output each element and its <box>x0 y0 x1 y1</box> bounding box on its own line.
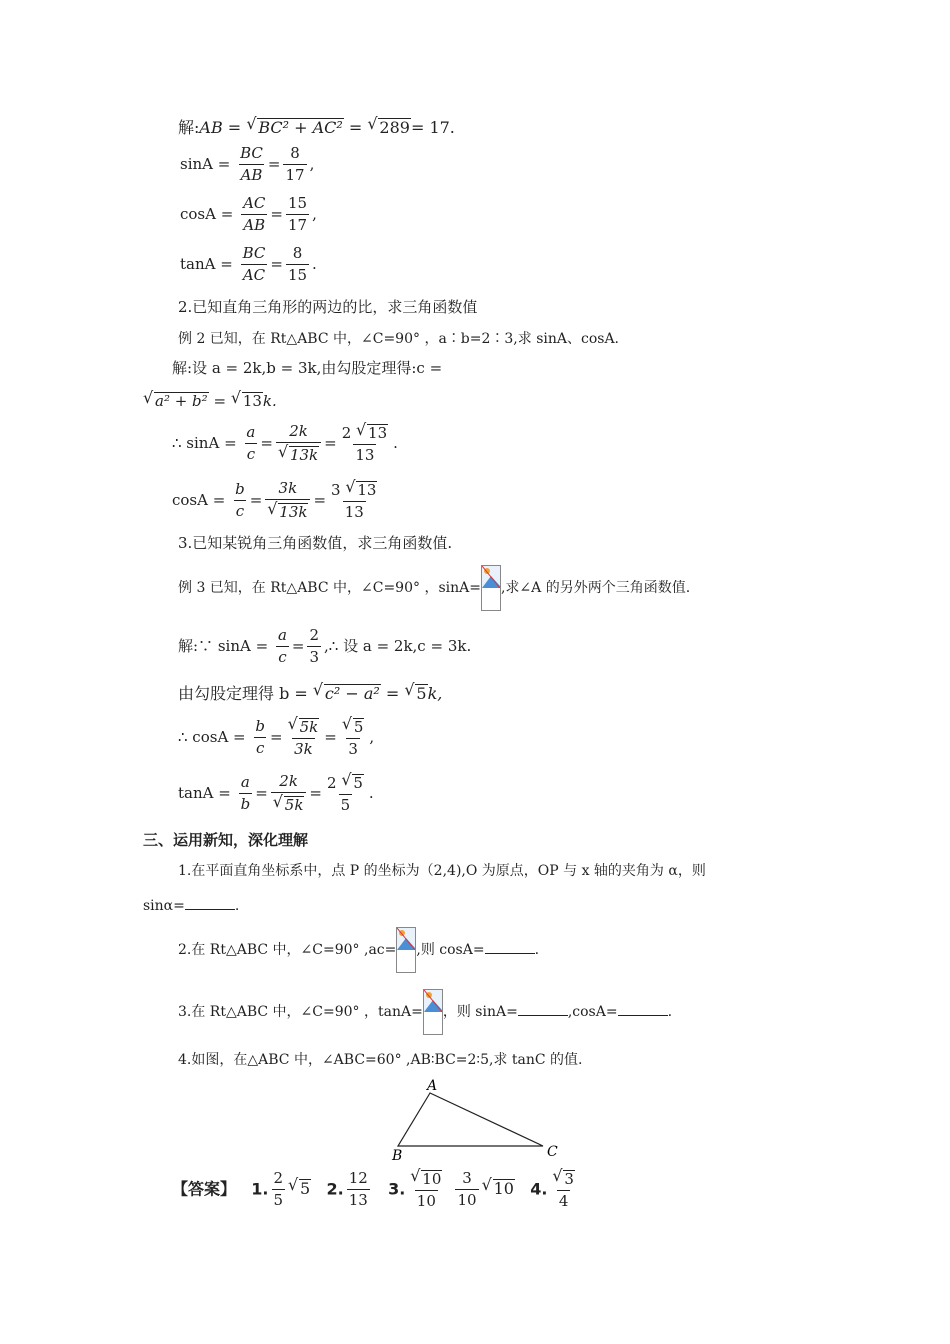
example3-pythagoras: 由勾股定理得 b = √ c² − a² = √ 5k, <box>178 684 442 702</box>
broken-image-icon <box>481 565 501 611</box>
fraction: $\frac{8}{15}$ <box>287 244 308 284</box>
answer-blank[interactable] <box>485 941 535 954</box>
radical-5: √ 5 <box>406 684 427 702</box>
tan-line: tanA = $\frac{BC}{AC}$ = $\frac{8}{15}$ . <box>180 244 317 284</box>
q1-line2: sinα= . <box>143 898 240 914</box>
fraction: $\frac{a}{b}$ <box>240 773 251 813</box>
example2-solution-line2: √ a² + b² = √ 13k. <box>143 392 277 409</box>
example3-tan: tanA = $\frac{a}{b}$ = 2k √ 5k = $\frac{2 √ 5}{5}$ . <box>178 774 374 814</box>
fraction: $\frac{a}{c}$ <box>277 626 287 666</box>
fraction: $\frac{2}{3}$ <box>309 626 320 666</box>
radical: √ c² − a² <box>315 684 381 702</box>
example2-cos: cosA = $\frac{b}{c}$ = 3k √ 13k = $\frac{3 √ 13}{13}$ <box>172 481 382 521</box>
answers-label: 【答案】 <box>172 1179 237 1199</box>
fraction: $\frac{a}{c}$ <box>246 423 256 463</box>
tan-label: tanA = <box>180 254 233 273</box>
fraction: 2k √ 13k <box>276 424 321 464</box>
sin-line: sinA = $\frac{BC}{AB}$ = $\frac{8}{17}$ , <box>180 144 315 184</box>
fraction: $\frac{2 √ 13}{13}$ <box>340 424 390 464</box>
part3-heading: 三、运用新知，深化理解 <box>143 831 309 849</box>
fraction: √ $\frac{10}{10}$ <box>408 1170 444 1210</box>
cos-line: cosA = $\frac{AC}{AB}$ = $\frac{15}{17}$ , <box>180 194 317 234</box>
vertex-c-label: C <box>547 1144 558 1160</box>
broken-image-icon <box>396 927 416 973</box>
example2-solution-line1: 解:设 a = 2k,b = 3k,由勾股定理得:c = <box>172 359 443 377</box>
q4: 4.如图，在△ABC 中，∠ABC=60° ,AB∶BC=2∶5,求 tanC 的值. <box>178 1052 583 1068</box>
q3: 3.在 Rt△ABC 中，∠C=90° ，tanA= ，则 sinA= ,cosA= . <box>178 989 672 1035</box>
fraction: $\frac{12}{13}$ <box>348 1169 368 1209</box>
fraction: $\frac{15}{17}$ <box>287 194 308 234</box>
fraction: $\frac{BC}{AB}$ <box>240 144 263 184</box>
fraction: $\frac{b}{c}$ <box>235 480 245 520</box>
cos-label: cosA = <box>180 204 234 223</box>
fraction: √ $\frac{5}{3}$ <box>340 718 367 758</box>
vertex-a-label: A <box>427 1078 438 1094</box>
ab-expr: AB = <box>199 118 242 137</box>
radical-13: √ 13 <box>233 392 263 409</box>
vertex-b-label: B <box>392 1148 403 1164</box>
triangle-figure <box>385 1076 565 1166</box>
fraction: $\frac{BC}{AC}$ <box>242 244 266 284</box>
fraction: 3k √ 13k <box>265 481 310 521</box>
triangle-abc <box>398 1093 543 1146</box>
answer-blank[interactable] <box>618 1003 668 1016</box>
fraction: √ $\frac{5k}{3k}$ <box>286 718 322 758</box>
example3: 例 3 已知，在 Rt△ABC 中，∠C=90° ，sinA= ,求∠A 的另外两个三角函数值. <box>178 565 690 611</box>
fraction: √ $\frac{3}{4}$ <box>550 1170 577 1210</box>
fraction: $\frac{3}{10}$ <box>457 1169 477 1209</box>
fraction: $\frac{8}{17}$ <box>285 144 305 184</box>
example3-cos: ∴ cosA = $\frac{b}{c}$ = √ $\frac{5k}{3k}$ = √ $\frac{5}{3}$ , <box>178 718 374 758</box>
result: = 17. <box>410 118 455 137</box>
sin-label: sinA = <box>180 154 231 173</box>
q1-line1: 1.在平面直角坐标系中，点 P 的坐标为（2,4),O 为原点，OP 与 x 轴的夹角为 α，则 <box>178 863 706 879</box>
fraction: $\frac{2}{5}$ <box>273 1169 284 1209</box>
radical: √ a² + b² <box>145 392 209 409</box>
fraction: 2k √ 5k <box>271 774 307 814</box>
section2-heading: 2.已知直角三角形的两边的比，求三角函数值 <box>178 298 478 316</box>
fraction: $\frac{3 √ 13}{13}$ <box>329 481 379 521</box>
solution-label: 解: <box>178 118 200 137</box>
q2: 2.在 Rt△ABC 中，∠C=90° ,ac= ,则 cosA= . <box>178 927 539 973</box>
radical: √ BC² + AC² <box>248 118 344 136</box>
equals: = <box>348 118 363 137</box>
solution1-line1 <box>178 118 455 136</box>
broken-image-icon <box>423 989 443 1035</box>
example2-sin: ∴ sinA = $\frac{a}{c}$ = 2k √ 13k = $\frac{2 √ 13}{13}$ . <box>172 424 398 464</box>
fraction: $\frac{AC}{AB}$ <box>243 194 266 234</box>
answer-blank[interactable] <box>518 1003 568 1016</box>
fraction: $\frac{2 √ 5}{5}$ <box>325 774 366 814</box>
fraction: $\frac{b}{c}$ <box>255 717 266 757</box>
example2: 例 2 已知，在 Rt△ABC 中，∠C=90° ，a∶b=2∶3,求 sinA、cosA. <box>178 331 620 347</box>
answers: 【答案】 1. $\frac{2}{5}$ √ 5 2. $\frac{12}{13}$ 3. √ $\frac{10}{10}$ $\frac{3}{10}$ √ 10 4. √ $\frac{3}{4}$ <box>172 1170 580 1210</box>
answer-blank[interactable] <box>185 897 235 910</box>
example3-solution: 解:∵ sinA = $\frac{a}{c}$ = $\frac{2}{3}$ ,∴ 设 a = 2k,c = 3k. <box>178 626 472 666</box>
radical-289: √ 289 <box>369 118 411 136</box>
section3-heading: 3.已知某锐角三角函数值，求三角函数值. <box>178 534 453 552</box>
